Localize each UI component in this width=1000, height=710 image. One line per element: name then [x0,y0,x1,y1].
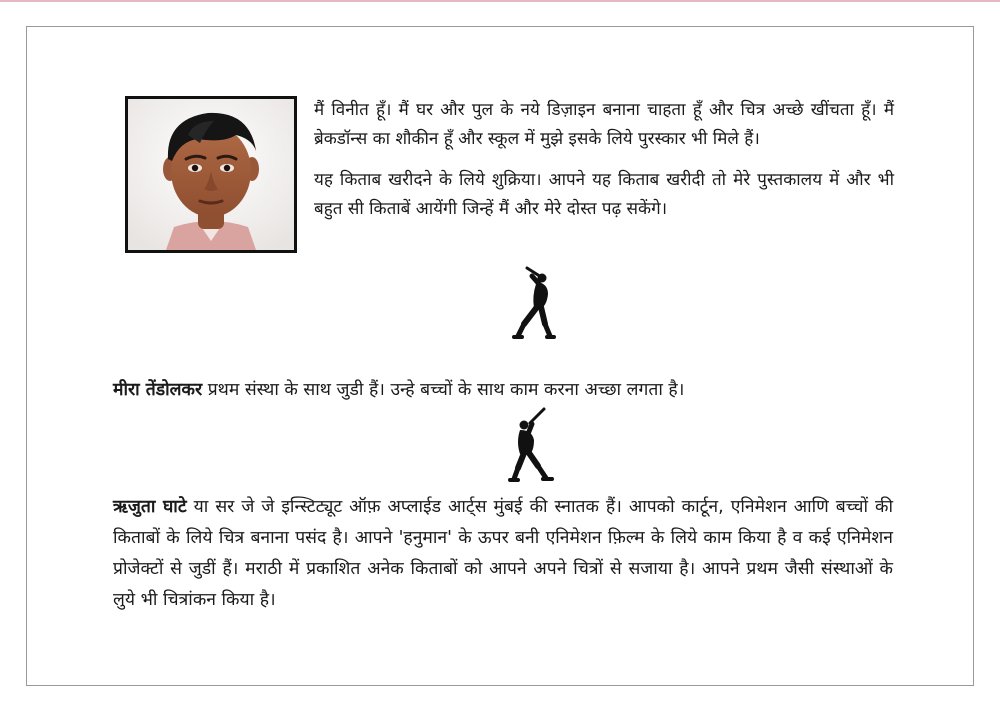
boy-portrait-photo [128,99,294,250]
bio-name-rujuta: ऋजुता घाटे [113,497,187,517]
top-rule [0,0,1000,2]
bio-name-meera: मीरा तेंडोलकर [113,380,203,400]
cricket-batsman-silhouette-icon [506,404,558,484]
bio-text-rujuta: या सर जे जे इन्स्टिट्यूट ऑफ़ अप्लाईड आर्ट्स मुंबई की स्नातक हैं। आपको कार्टून, एनिमेशन आणि बच्चों की किताबों के लिये चित्र बनाना पसंद है। आपने 'हनुमान' के ऊपर बनी एनिमेशन फ़िल्म के लिये काम किया है व कई एनिमेशन प्रोजेक्टों से जुडीं हैं। मराठी में प्रकाशित अनेक किताबों को आपने अपने चित्रों से सजाया है। आपने प्रथम जैसी संस्थाओं के लुये भी चित्रांकन किया है। [113,497,893,610]
bio-text-meera: प्रथम संस्था के साथ जुडी हैं। उन्हे बच्चों के साथ काम करना अच्छा लगता है। [202,380,685,400]
bio-rujuta-ghate [113,492,893,616]
cricket-batsman-silhouette-icon [508,262,558,342]
portrait-photo [125,96,297,253]
intro-paragraph-2: यह किताब खरीदने के लिये शुक्रिया। आपने यह किताब खरीदी तो मेरे पुस्तकालय में और भी बहुत सी किताबें आयेंगी जिन्हें मैं और मेरे दोस्त पढ़ सकेंगे। [314,170,894,219]
bio-meera-tendolkar [113,375,903,406]
intro-paragraph-1: मैं विनीत हूँ। मैं घर और पुल के नये डिज़ाइन बनाना चाहता हूँ और चित्र अच्छे खींचता हूँ। मैं ब्रेकडॉन्स का शौकीन हूँ और स्कूल में मुझे इसके लिये पुरस्कार भी मिले हैं। [314,100,894,149]
intro-text [314,96,894,236]
